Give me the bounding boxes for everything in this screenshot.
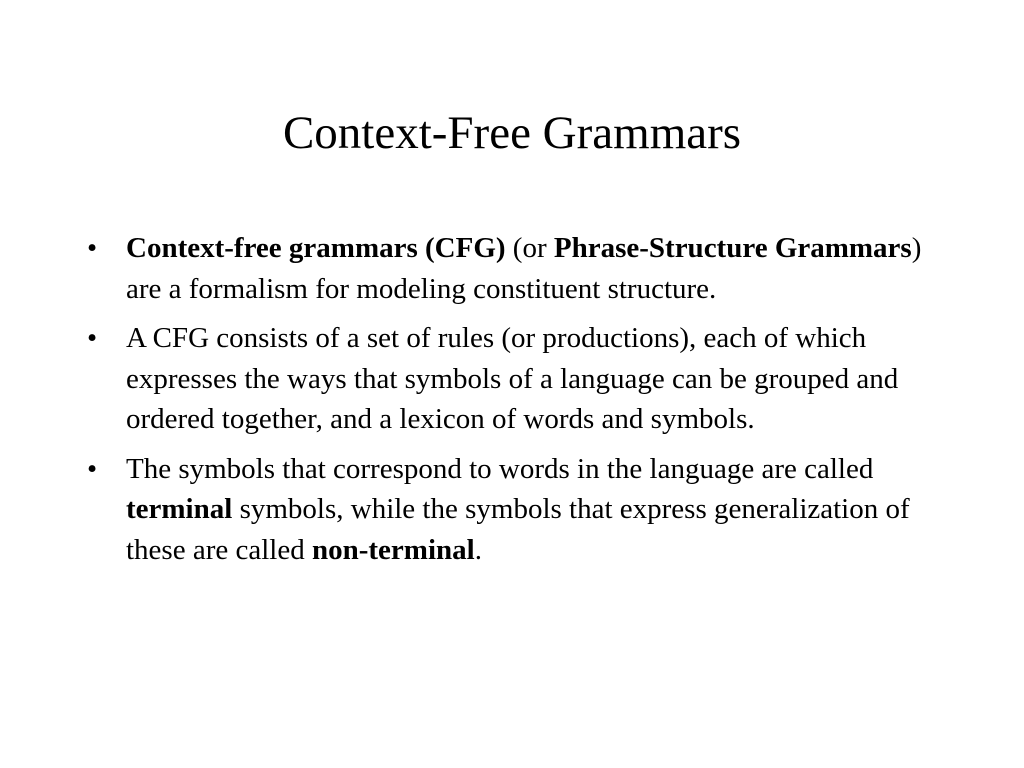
text-run bbox=[418, 232, 425, 264]
bullet-text bbox=[126, 453, 910, 566]
slide-title: Context-Free Grammars bbox=[282, 107, 742, 159]
text-run: A CFG consists of a set of rules (or productions), each of which expresses the ways that symbols of a language can be grouped and ordered together, and a lexicon of words and symbols. bbox=[126, 322, 899, 435]
bullet-text bbox=[126, 322, 898, 435]
bullet-item bbox=[87, 449, 926, 571]
bullet-icon: • bbox=[87, 232, 98, 264]
text-run: symbols, while the symbols that express generalization of these are called bbox=[126, 493, 910, 566]
text-run: The symbols that correspond to words in the language are called bbox=[126, 452, 874, 485]
bullet-item bbox=[87, 318, 926, 440]
bold-term: (CFG) bbox=[425, 232, 506, 264]
bullet-text bbox=[126, 232, 921, 305]
bullet-list bbox=[87, 228, 926, 579]
bold-term: terminal bbox=[126, 493, 233, 525]
bold-term: Context-free grammars bbox=[126, 232, 418, 264]
text-run: (or bbox=[505, 232, 554, 264]
bold-term: Phrase-Structure Grammars bbox=[553, 232, 912, 264]
bullet-item bbox=[87, 228, 926, 309]
text-run: . bbox=[474, 533, 482, 566]
bullet-icon: • bbox=[87, 322, 98, 354]
text-run: ) are a formalism for modeling constituent structure. bbox=[126, 232, 922, 305]
bold-term: non-terminal bbox=[311, 533, 475, 566]
bullet-icon: • bbox=[87, 452, 98, 485]
